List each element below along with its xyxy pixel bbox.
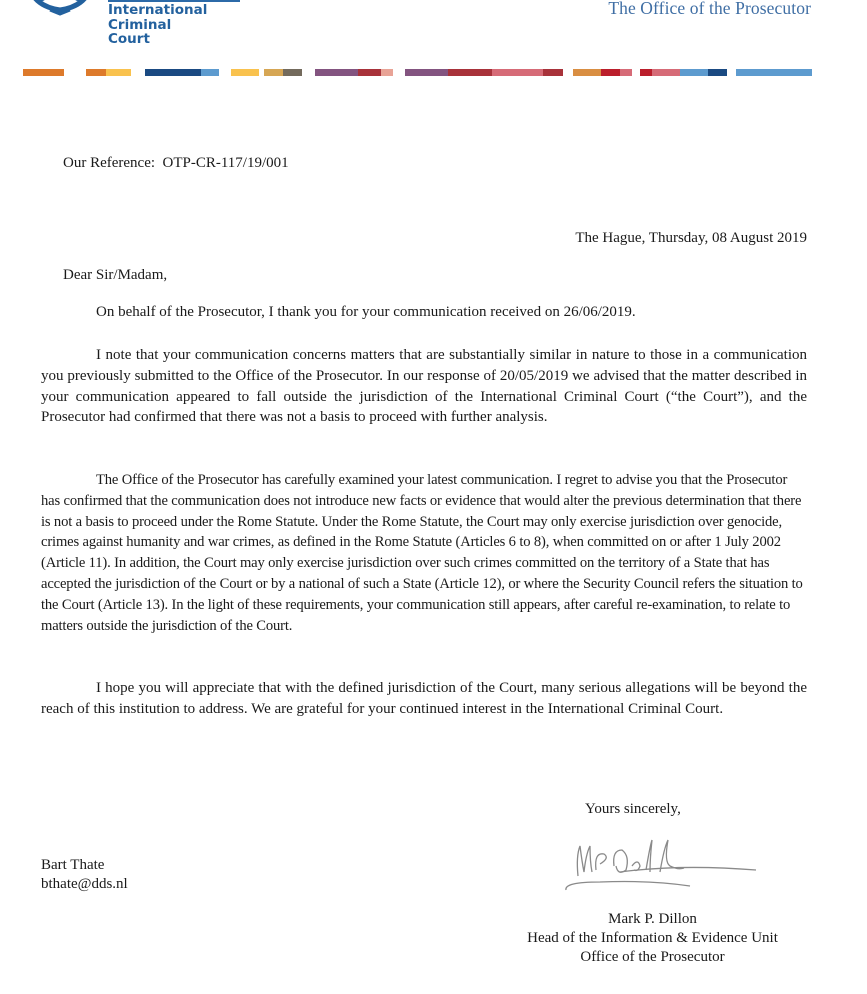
org-name — [108, 3, 207, 47]
color-band-segment — [381, 69, 393, 76]
signatory-office: Office of the Prosecutor — [580, 949, 725, 965]
color-band-segment — [652, 69, 680, 76]
closing: Yours sincerely, — [585, 801, 681, 817]
salutation: Dear Sir/Madam, — [63, 267, 168, 283]
color-band-segment — [86, 69, 106, 76]
paragraph — [41, 470, 807, 636]
org-name-line: Criminal — [108, 16, 172, 33]
signature-icon — [560, 836, 760, 894]
paragraph-text: On behalf of the Prosecutor, I thank you for your communication received on 26/06/2019. — [96, 304, 636, 320]
reference-line — [63, 153, 289, 174]
reference-label: Our Reference: — [63, 155, 156, 171]
recipient-name: Bart Thate — [41, 857, 105, 873]
color-band-segment — [315, 69, 358, 76]
paragraph — [41, 302, 807, 323]
color-band-segment — [23, 69, 64, 76]
org-name-line: International — [108, 2, 208, 18]
color-band-segment — [573, 69, 601, 76]
color-band-segment — [231, 69, 259, 76]
recipient-email: bthate@dds.nl — [41, 876, 128, 892]
paragraph-text: I note that your communication concerns matters that are substantially similar in nature to those in a communication you previously submitted to the Office of the Prosecutor. In our response of 20/05/2019 we advised that the matter described in your communication appeared to fall outside the jurisdiction of the International Criminal Court (“the Court”), and the Prosecutor had confirmed that there was not a basis to proceed with further analysis. — [41, 347, 807, 426]
reference-value: OTP-CR-117/19/001 — [162, 155, 289, 171]
color-band-segment — [492, 69, 543, 76]
icc-emblem-icon — [22, 0, 98, 24]
place-date: The Hague, Thursday, 08 August 2019 — [575, 230, 807, 246]
color-band-segment — [201, 69, 219, 76]
color-band-segment — [264, 69, 283, 76]
color-band-segment — [736, 69, 812, 76]
color-band — [0, 69, 867, 76]
office-title: The Office of the Prosecutor — [608, 0, 811, 18]
color-band-segment — [680, 69, 708, 76]
color-band-segment — [405, 69, 448, 76]
color-band-segment — [543, 69, 563, 76]
signatory-name: Mark P. Dillon — [608, 911, 697, 927]
color-band-segment — [620, 69, 632, 76]
org-name-line: Court — [108, 31, 150, 47]
paragraph — [41, 345, 807, 428]
paragraph-text: The Office of the Prosecutor has carefully examined your latest communication. I regret to advise you that the Prosecutor has confirmed that the communication does not introduce new facts or evidence that would alter the previous determination that there is not a basis to proceed under the Rome Statute. Under the Rome Statute, the Court may only exercise jurisdiction over genocide, crimes against humanity and war crimes, as defined in the Rome Statute (Articles 6 to 8), when committed on or after 1 July 2002 (Article 11). In addition, the Court may only exercise jurisdiction over such crimes committed on the territory of a State that has accepted the jurisdiction of the Court or by a national of such a State (Article 12), or where the Security Council refers the situation to the Court (Article 13). In the light of these requirements, your communication still appears, after careful re-examination, to relate to matters outside the jurisdiction of the Court. — [41, 472, 803, 634]
color-band-segment — [708, 69, 727, 76]
color-band-segment — [640, 69, 652, 76]
color-band-segment — [106, 69, 131, 76]
color-band-segment — [601, 69, 620, 76]
color-band-segment — [358, 69, 381, 76]
signatory-title: Head of the Information & Evidence Unit — [527, 930, 778, 946]
paragraph-text: I hope you will appreciate that with the defined jurisdiction of the Court, many serious allegations will be beyond the reach of this institution to address. We are grateful for your continued interest in the International Criminal Court. — [41, 680, 807, 717]
paragraph — [41, 678, 807, 720]
color-band-segment — [448, 69, 492, 76]
signatory-block — [500, 910, 805, 967]
color-band-segment — [283, 69, 302, 76]
color-band-segment — [145, 69, 201, 76]
